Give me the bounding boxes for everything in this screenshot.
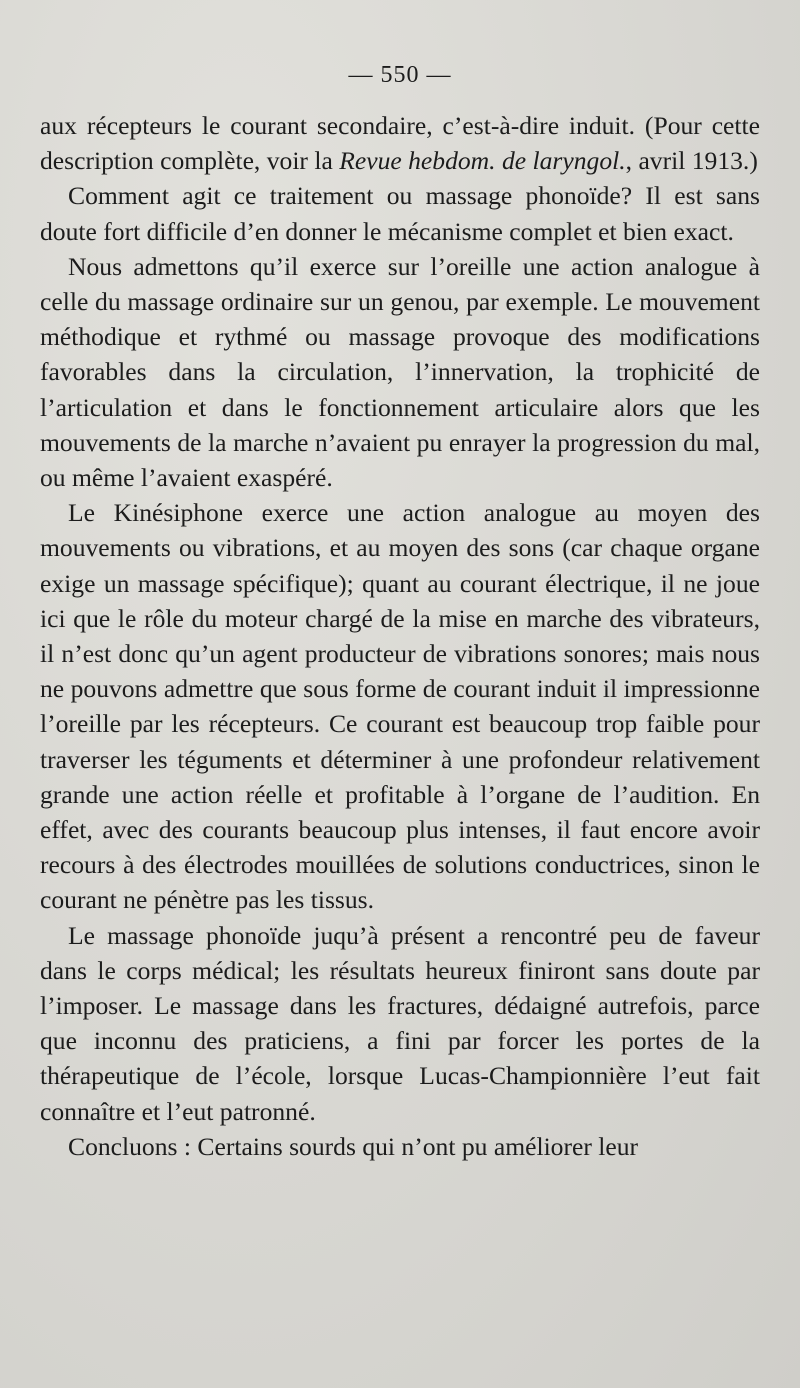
paragraph-2: Comment agit ce traitement ou massage phonoïde? Il est sans doute fort difficile d’en donner le mécanisme complet et bien exact. (40, 181, 760, 246)
page-number: — 550 — (348, 62, 452, 88)
paragraph-1-date: , avril 1913.) (625, 146, 758, 176)
body-text (40, 108, 760, 1164)
paragraph-1 (40, 108, 760, 178)
journal-reference: Revue hebdom. de laryngol. (339, 146, 626, 176)
paragraph-3: Nous admettons qu’il exerce sur l’oreille une action analogue à celle du massage ordinaire sur un genou, par exemple. Le mouvement méthodique et rythmé ou massage provoque des modifications favorables dans la circulation, l’innervation, la trophicité de l’articulation et dans le fonctionnement articulaire alors que les mouvements de la marche n’avaient pu enrayer la progression du mal, ou même l’avaient exaspéré. (40, 251, 760, 493)
paragraph-1-text: aux récepteurs le courant secondaire, c’est-à-dire induit. (Pour cette description complète, voir la (40, 111, 760, 176)
paragraph-5: Le massage phonoïde juqu’à présent a rencontré peu de faveur dans le corps médical; les résultats heureux finiront sans doute par l’imposer. Le massage dans les fractures, dédaigné autrefois, parce que inconnu des praticiens, a fini par forcer les portes de la thérapeutique de l’école, lorsque Lucas-Championnière l’eut fait connaître et l’eut patronné. (40, 920, 760, 1126)
paragraph-4: Le Kinésiphone exerce une action analogue au moyen des mouvements ou vibrations, et au moyen des sons (car chaque organe exige un massage spécifique); quant au courant électrique, il ne joue ici que le rôle du moteur chargé de la mise en marche des vibrateurs, il n’est donc qu’un agent producteur de vibrations sonores; mais nous ne pouvons admettre que sous forme de courant induit il impressionne l’oreille par les récepteurs. Ce courant est beaucoup trop faible pour traverser les téguments et déterminer à une profondeur relativement grande une action réelle et profitable à l’organe de l’audition. En effet, avec des courants beaucoup plus intenses, il faut encore avoir recours à des électrodes mouillées de solutions conductrices, sinon le courant ne pénètre pas les tissus. (40, 498, 760, 915)
paragraph-6: Concluons : Certains sourds qui n’ont pu améliorer leur (68, 1131, 639, 1161)
